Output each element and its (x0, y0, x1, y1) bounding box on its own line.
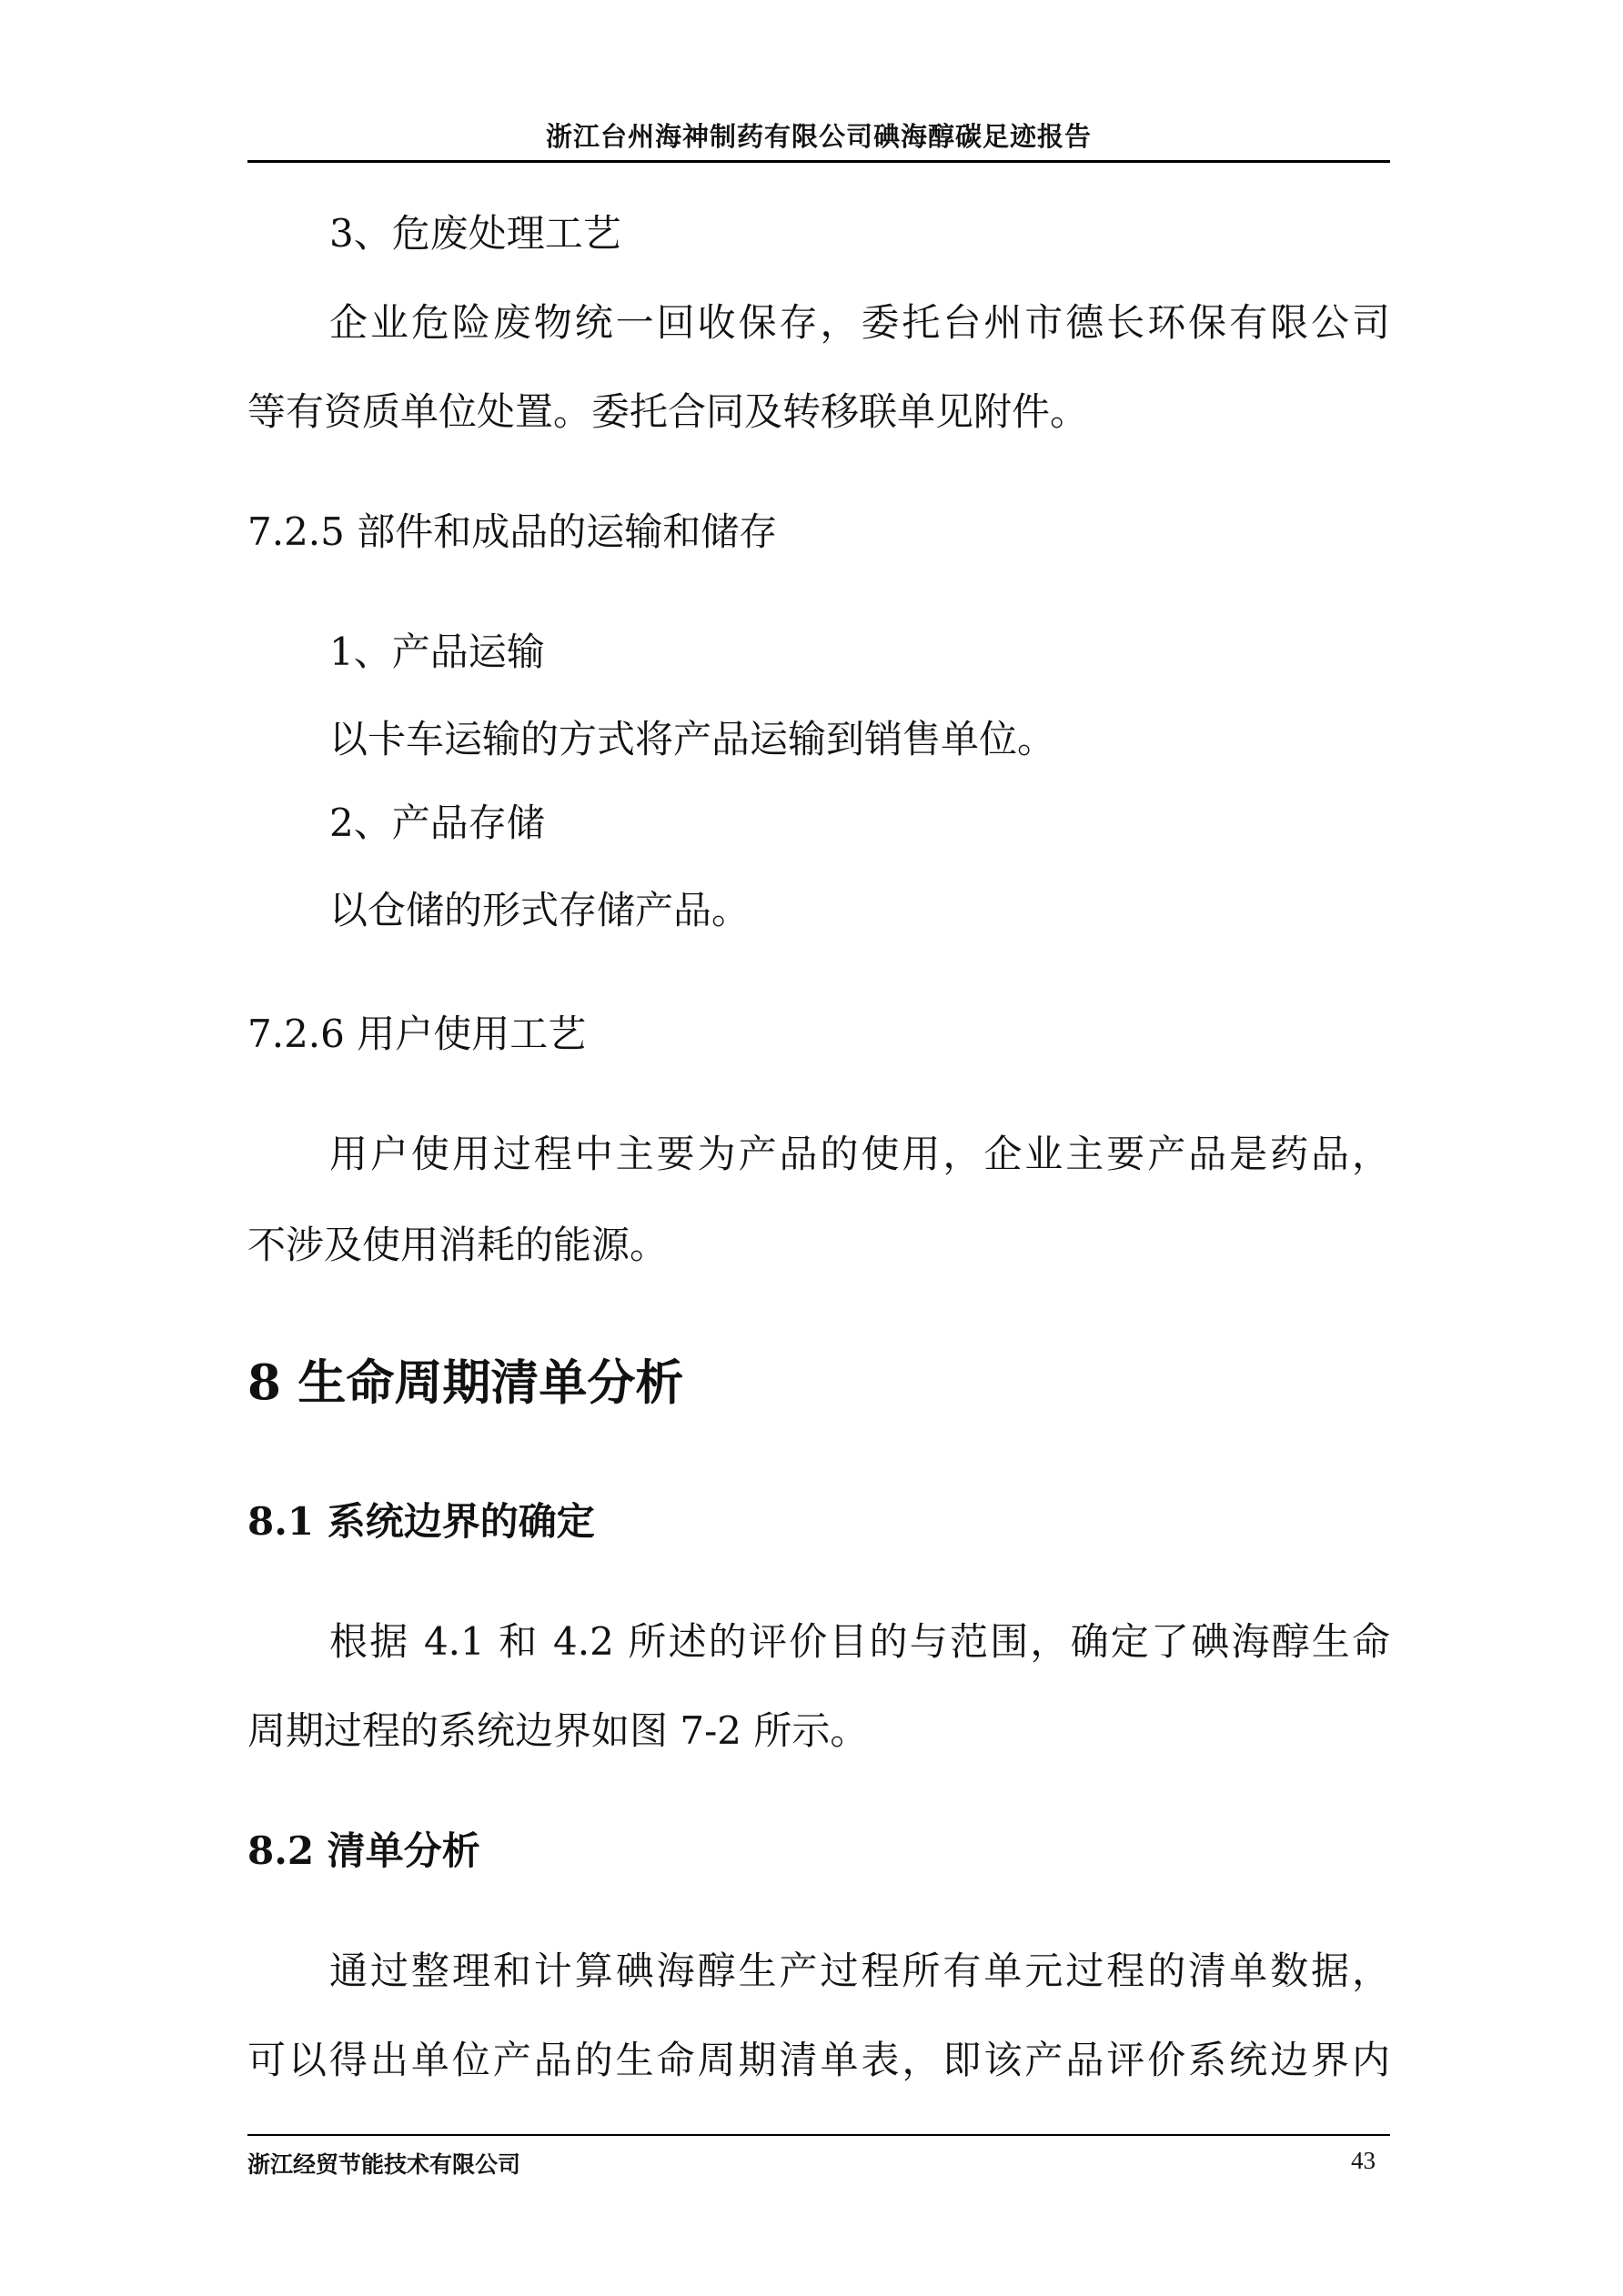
inventory-paragraph-line2: 可以得出单位产品的生命周期清单表，即该产品评价系统边界内 (247, 2038, 1390, 2082)
storage-paragraph: 以仓储的形式存储产品。 (329, 888, 751, 932)
section-heading-8-2: 8.2 清单分析 (247, 1828, 480, 1873)
report-title: 浙江台州海神制药有限公司碘海醇碳足迹报告 (545, 121, 1092, 152)
chapter-heading-8: 8 生命周期清单分析 (247, 1354, 684, 1411)
storage-subtitle: 2、产品存储 (329, 801, 545, 845)
use-paragraph-line2: 不涉及使用消耗的能源。 (247, 1223, 669, 1267)
transport-subtitle: 1、产品运输 (329, 629, 545, 674)
hazwaste-subtitle: 3、危废处理工艺 (329, 211, 621, 256)
inventory-paragraph-line1: 通过整理和计算碘海醇生产过程所有单元过程的清单数据， (329, 1949, 1390, 1993)
section-heading-7-2-5: 7.2.5 部件和成品的运输和储存 (247, 509, 778, 554)
hazwaste-paragraph-line2: 等有资质单位处置。委托合同及转移联单见附件。 (247, 389, 1089, 434)
page-header (247, 107, 1390, 163)
hazwaste-paragraph-line1: 企业危险废物统一回收保存，委托台州市德长环保有限公司 (329, 300, 1390, 345)
use-paragraph-line1: 用户使用过程中主要为产品的使用，企业主要产品是药品， (329, 1132, 1390, 1176)
section-heading-7-2-6: 7.2.6 用户使用工艺 (247, 1012, 587, 1056)
boundary-paragraph-line2: 周期过程的系统边界如图 7-2 所示。 (247, 1708, 869, 1753)
footer-company: 浙江经贸节能技术有限公司 (247, 2151, 521, 2178)
transport-paragraph: 以卡车运输的方式将产品运输到销售单位。 (329, 717, 1056, 761)
footer-divider (247, 2134, 1390, 2136)
page-number: 43 (1351, 2147, 1376, 2174)
boundary-paragraph-line1: 根据 4.1 和 4.2 所述的评价目的与范围，确定了碘海醇生命 (329, 1619, 1390, 1664)
section-heading-8-1: 8.1 系统边界的确定 (247, 1499, 595, 1544)
